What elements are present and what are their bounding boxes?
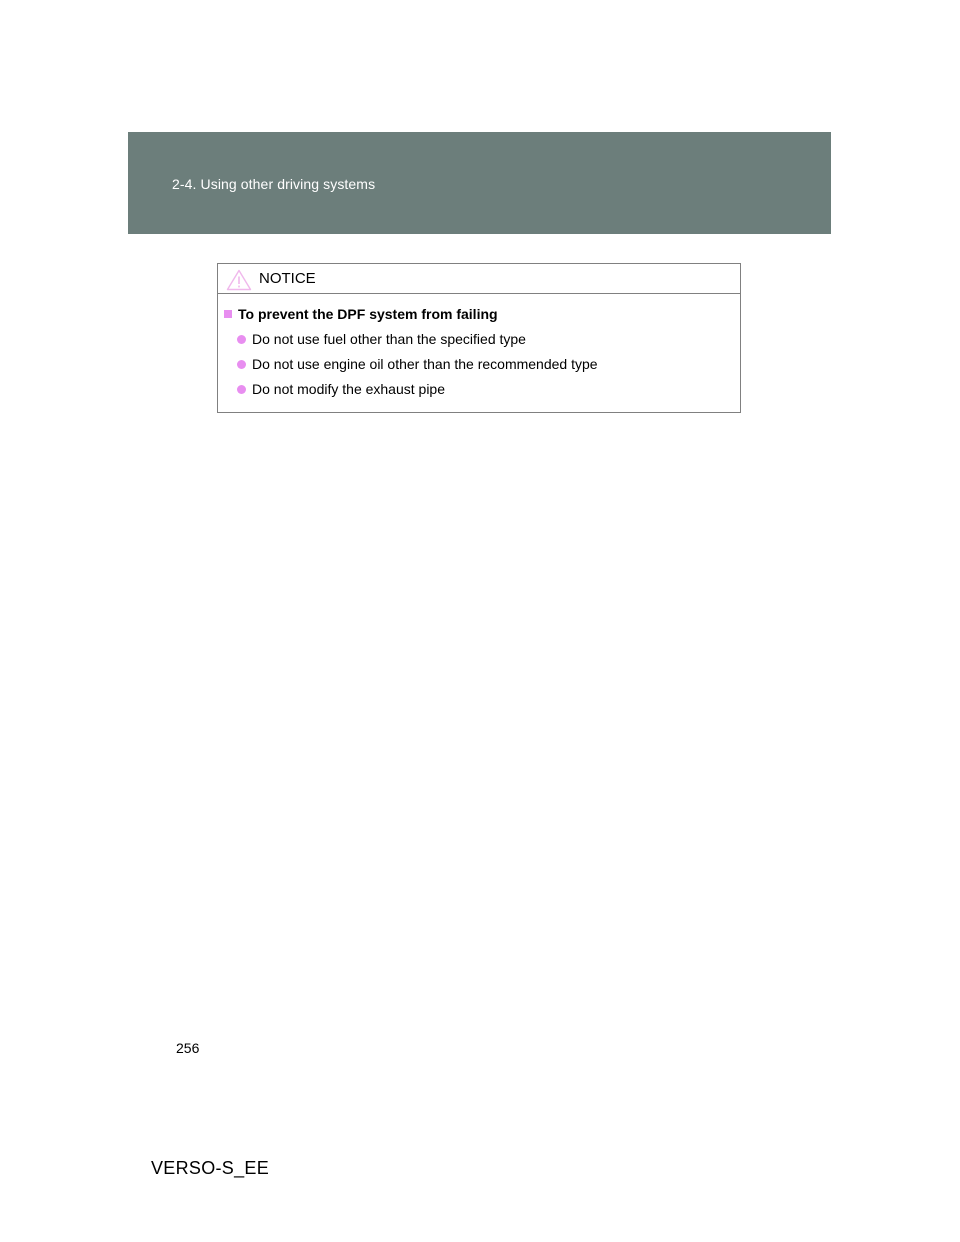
page-number: 256	[176, 1040, 200, 1056]
dot-bullet-icon	[237, 335, 246, 344]
notice-header	[218, 264, 740, 294]
list-item-text: Do not modify the exhaust pipe	[252, 381, 446, 397]
notice-label: NOTICE	[259, 270, 316, 287]
warning-triangle-icon	[226, 269, 252, 291]
list-item-text: Do not use engine oil other than the recommended type	[252, 356, 598, 372]
header-band	[128, 132, 831, 234]
dot-bullet-icon	[237, 360, 246, 369]
notice-heading-text: To prevent the DPF system from failing	[238, 306, 498, 322]
list-item	[237, 381, 445, 397]
dot-bullet-icon	[237, 385, 246, 394]
list-item	[237, 356, 598, 372]
square-bullet-icon	[224, 310, 232, 318]
notice-heading	[224, 306, 498, 322]
list-item-text: Do not use fuel other than the specified type	[252, 331, 526, 347]
notice-box	[217, 263, 741, 413]
section-title: 2-4. Using other driving systems	[172, 176, 376, 192]
model-code: VERSO-S_EE	[151, 1158, 270, 1178]
list-item	[237, 331, 526, 347]
